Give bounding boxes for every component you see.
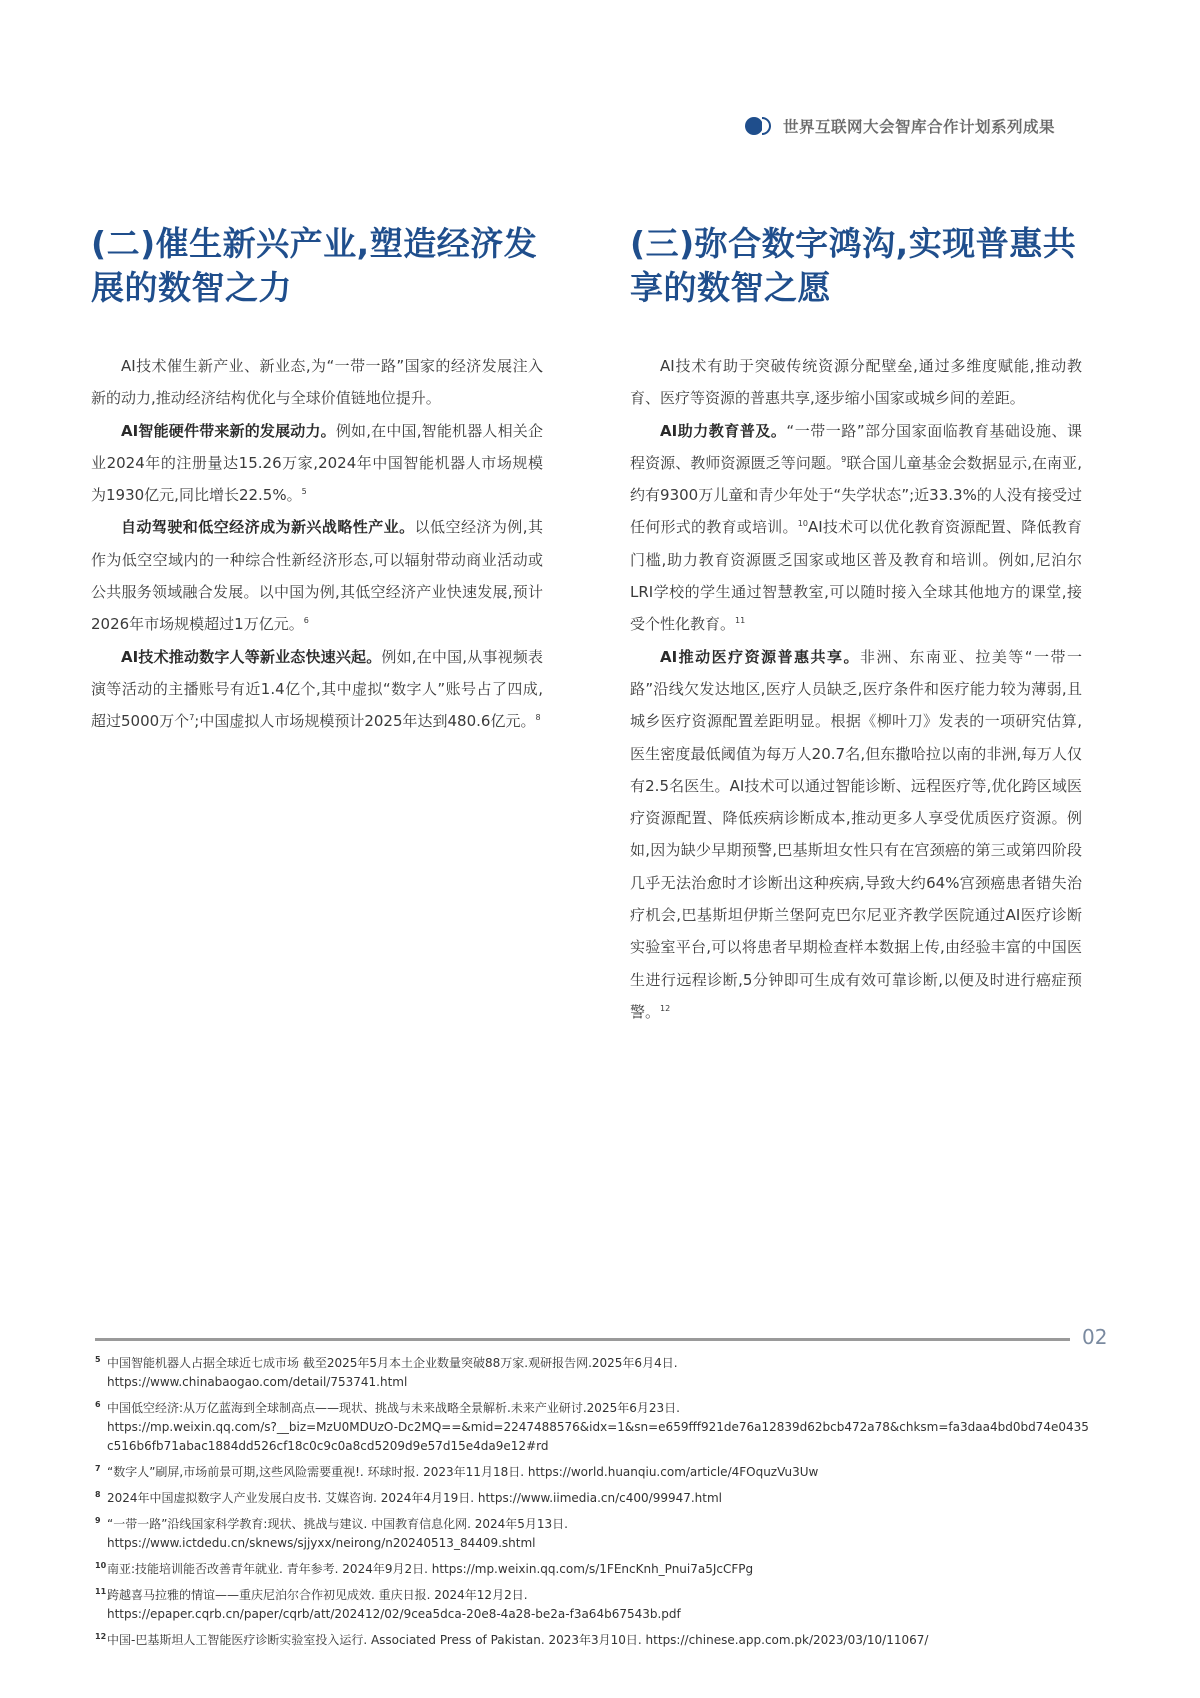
series-title: 世界互联网大会智库合作计划系列成果 bbox=[783, 118, 1056, 136]
footnote-link[interactable]: https://epaper.cqrb.cn/paper/cqrb/att/202412/02/9cea5dca-20e8-4a28-be2a-f3a64b67543b.pdf bbox=[107, 1607, 681, 1621]
page-header bbox=[745, 115, 1055, 137]
footer-divider bbox=[95, 1338, 1070, 1341]
footnote-ref[interactable]: 6 bbox=[303, 616, 309, 626]
footnote-item: 5 中国智能机器人占据全球近七成市场 截至2025年5月本土企业数量突破88万家.观研报告网.2025年6月4日. https://www.chinabaogao.com/detail/753741.html bbox=[95, 1354, 1095, 1392]
footnote-link[interactable]: https://mp.weixin.qq.com/s?__biz=MzU0MDUzO-Dc2MQ==&mid=2247488576&idx=1&sn=e659fff921de76a12839d62bcb472a78&chksm=fa3daa4bd0bd74e0435c516b6fb71abac1884dd526cf18c0c9c0a8cd5209d9e57d15e4da9e12#rd bbox=[107, 1420, 1089, 1453]
footnote-link[interactable]: https://www.chinabaogao.com/detail/753741.html bbox=[107, 1375, 408, 1389]
section-digital-divide bbox=[630, 222, 1082, 1028]
footnote-item: 9 “一带一路”沿线国家科学教育:现状、挑战与建议. 中国教育信息化网. 2024年5月13日. https://www.ictdedu.cn/sknews/sjjyxx/neirong/n20240513_84409.shtml bbox=[95, 1515, 1095, 1553]
page-number: 02 bbox=[1082, 1325, 1108, 1349]
footnote-ref[interactable]: 7 bbox=[189, 713, 195, 723]
footnote-ref[interactable]: 9 bbox=[841, 454, 847, 464]
section-heading: (二)催生新兴产业,塑造经济发展的数智之力 bbox=[91, 224, 538, 307]
footnote-item: 12 中国-巴基斯坦人工智能医疗诊断实验室投入运行. Associated Press of Pakistan. 2023年3月10日. https://chinese.app.com.pk/2023/03/10/11067/ bbox=[95, 1632, 929, 1647]
paragraph-intro: AI技术催生新产业、新业态,为“一带一路”国家的经济发展注入新的动力,推动经济结构优化与全球价值链地位提升。 bbox=[91, 357, 543, 408]
half-circle-logo-icon bbox=[745, 117, 771, 135]
footnote-item: 8 2024年中国虚拟数字人产业发展白皮书. 艾媒咨询. 2024年4月19日. https://www.iimedia.cn/c400/99947.html bbox=[95, 1490, 723, 1505]
footnote-ref[interactable]: 11 bbox=[735, 616, 746, 626]
footnote-ref[interactable]: 8 bbox=[535, 713, 541, 723]
section-economic-development bbox=[91, 222, 543, 738]
paragraph-education: AI助力教育普及。“一带一路”部分国家面临教育基础设施、课程资源、教师资源匮乏等问题。$^9$联合国儿童基金会数据显示,在南亚,约有9300万儿童和青少年处于“失学状态”;近33.3%的人没有接受过任何形式的教育或培训。$^{10}$AI技术可以优化教育资源配置、降低教育门槛,助力教育资源匮乏国家或地区普及教育和培训。例如,尼泊尔LRI学校的学生通过智慧教室,可以随时接入全球其他地方的课堂,接受个性化教育。$^{11}$ bbox=[630, 421, 1082, 634]
paragraph-smart-hardware: AI智能硬件带来新的发展动力。例如,在中国,智能机器人相关企业2024年的注册量达15.26万家,2024年中国智能机器人市场规模为1930亿元,同比增长22.5%。$^5$ bbox=[91, 421, 543, 505]
section-heading: (三)弥合数字鸿沟,实现普惠共享的数智之愿 bbox=[630, 224, 1077, 307]
paragraph-healthcare: AI推动医疗资源普惠共享。非洲、东南亚、拉美等“一带一路”沿线欠发达地区,医疗人员缺乏,医疗条件和医疗能力较为薄弱,且城乡医疗资源配置差距明显。根据《柳叶刀》发表的一项研究估算,医生密度最低阈值为每万人20.7名,但东撒哈拉以南的非洲,每万人仅有2.5名医生。AI技术可以通过智能诊断、远程医疗等,优化跨区域医疗资源配置、降低疾病诊断成本,推动更多人享受优质医疗资源。例如,因为缺少早期预警,巴基斯坦女性只有在宫颈癌的第三或第四阶段几乎无法治愈时才诊断出这种疾病,导致大约64%宫颈癌患者错失治疗机会,巴基斯坦伊斯兰堡阿克巴尔尼亚齐教学医院通过AI医疗诊断实验室平台,可以将患者早期检查样本数据上传,由经验丰富的中国医生进行远程诊断,5分钟即可生成有效可靠诊断,以便及时进行癌症预警。$^{12}$ bbox=[630, 647, 1082, 1021]
paragraph-digital-humans: AI技术推动数字人等新业态快速兴起。例如,在中国,从事视频表演等活动的主播账号有近1.4亿个,其中虚拟“数字人”账号占了四成,超过5000万个$^7$;中国虚拟人市场规模预计2025年达到480.6亿元。$^8$ bbox=[91, 647, 543, 731]
paragraph-intro: AI技术有助于突破传统资源分配壁垒,通过多维度赋能,推动教育、医疗等资源的普惠共享,逐步缩小国家或城乡间的差距。 bbox=[630, 357, 1082, 408]
paragraph-low-altitude-economy: 自动驾驶和低空经济成为新兴战略性产业。以低空经济为例,其作为低空空域内的一种综合性新经济形态,可以辐射带动商业活动或公共服务领域融合发展。以中国为例,其低空经济产业快速发展,预计2026年市场规模超过1万亿元。$^6$ bbox=[91, 518, 543, 634]
footnote-ref[interactable]: 10 bbox=[797, 519, 808, 529]
footnote-item: 11 跨越喜马拉雅的情谊——重庆尼泊尔合作初见成效. 重庆日报. 2024年12月2日. https://epaper.cqrb.cn/paper/cqrb/att/202412/02/9cea5dca-20e8-4a28-be2a-f3a64b67543b.pdf bbox=[95, 1586, 1095, 1624]
footnote-item: 6 中国低空经济:从万亿蓝海到全球制高点——现状、挑战与未来战略全景解析.未来产业研讨.2025年6月23日. https://mp.weixin.qq.com/s?__biz=MzU0MDUzO-Dc2MQ==&mid=2247488576&idx=1&sn=e659fff921de76a12839d62bcb472a78&chksm=fa3daa4bd0bd74e0435c516b6fb71abac1884dd526cf18c0c9c0a8cd5209d9e57d15e4da9e12#rd bbox=[95, 1399, 1095, 1456]
footnotes-list bbox=[95, 1354, 1095, 1657]
footnote-link[interactable]: https://www.ictdedu.cn/sknews/sjjyxx/neirong/n20240513_84409.shtml bbox=[107, 1536, 536, 1550]
footnote-ref[interactable]: 12 bbox=[660, 1003, 671, 1013]
footnote-item: 7 “数字人”刷屏,市场前景可期,这些风险需要重视!. 环球时报. 2023年11月18日. https://world.huanqiu.com/article/4FOquzVu3Uw bbox=[95, 1464, 819, 1479]
footnote-item: 10 南亚:技能培训能否改善青年就业. 青年参考. 2024年9月2日. https://mp.weixin.qq.com/s/1FEncKnh_Pnui7a5JcCFPg bbox=[95, 1561, 754, 1576]
footnote-ref[interactable]: 5 bbox=[301, 487, 307, 497]
